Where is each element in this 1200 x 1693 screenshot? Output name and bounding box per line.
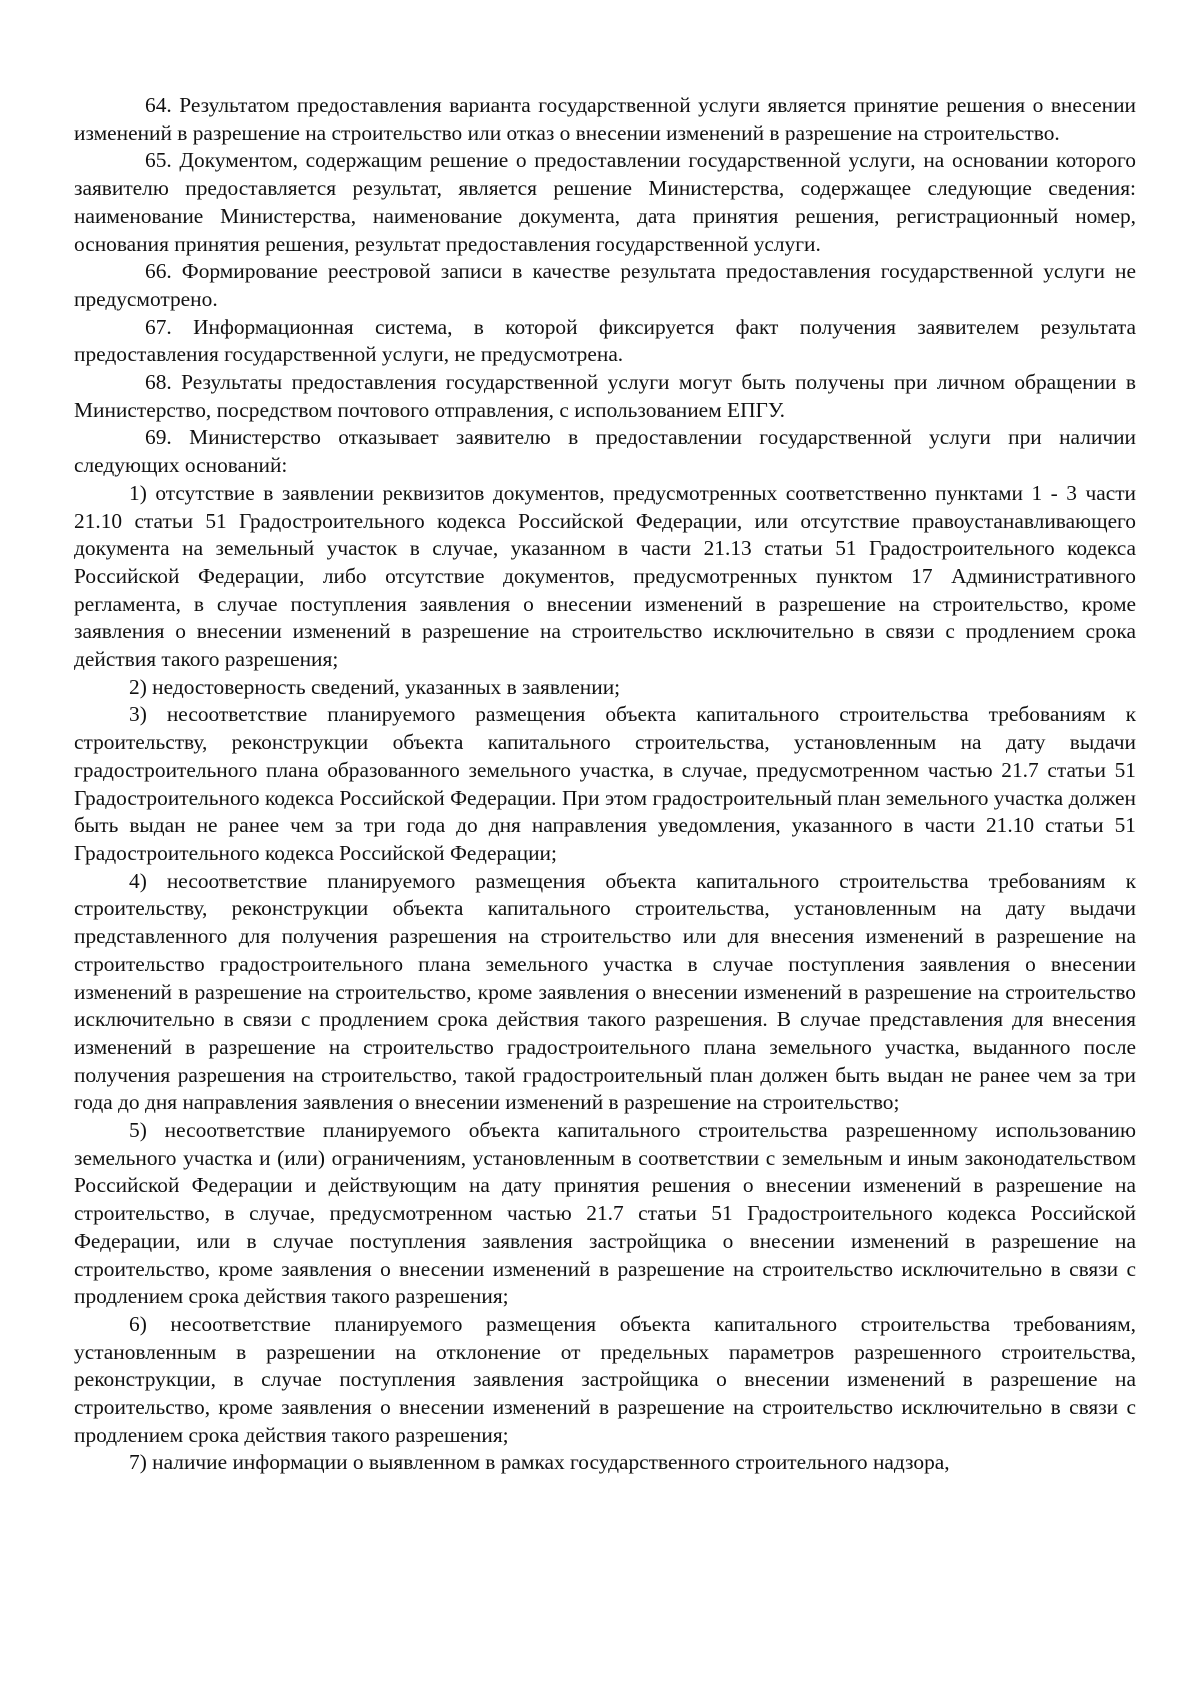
paragraph-66: 66. Формирование реестровой записи в качестве результата предоставления государственной услуги не предусмотрено. xyxy=(74,259,1136,311)
list-item-6: 6) несоответствие планируемого размещения объекта капитального строительства требованиям, установленным в разрешении на отклонение от предельных параметров разрешенного строительства, реконструкции, в случае поступления заявления застройщика о внесении изменений в разрешение на строительство, кроме заявления о внесении изменений в разрешение на строительство исключительно в связи с продлением срока действия такого разрешения; xyxy=(74,1311,1136,1447)
paragraph-68: 68. Результаты предоставления государственной услуги могут быть получены при личном обращении в Министерство, посредством почтового отправления, с использованием ЕПГУ. xyxy=(74,370,1136,422)
document-page xyxy=(74,92,1136,1477)
paragraph-64: 64. Результатом предоставления варианта государственной услуги является принятие решения о внесении изменений в разрешение на строительство или отказ о внесении изменений в разрешение на строительство. xyxy=(74,93,1136,145)
list-item-4: 4) несоответствие планируемого размещения объекта капитального строительства требованиям к строительству, реконструкции объекта капитального строительства, установленным на дату выдачи представленного для получения разрешения на строительство или для внесения изменений в разрешение на строительство градостроительного плана земельного участка в случае поступления заявления о внесении изменений в разрешение на строительство, кроме заявления о внесении изменений в разрешение на строительство исключительно в связи с продлением срока действия такого разрешения. В случае представления для внесения изменений в разрешение на строительство градостроительного плана земельного участка, выданного после получения разрешения на строительство, такой градостроительный план должен быть выдан не ранее чем за три года до дня направления заявления о внесении изменений в разрешение на строительство; xyxy=(74,868,1136,1115)
paragraph-65: 65. Документом, содержащим решение о предоставлении государственной услуги, на основании которого заявителю предоставляется результат, является решение Министерства, содержащее следующие сведения: наименование Министерства, наименование документа, дата принятия решения, регистрационный номер, основания принятия решения, результат предоставления государственной услуги. xyxy=(74,148,1136,256)
list-item-7: 7) наличие информации о выявленном в рамках государственного строительного надзора, xyxy=(129,1450,950,1475)
list-item-5: 5) несоответствие планируемого объекта капитального строительства разрешенному использованию земельного участка и (или) ограничениям, установленным в соответствии с земельным и иным законодательством Российской Федерации и действующим на дату принятия решения о внесении изменений в разрешение на строительство, в случае, предусмотренном частью 21.7 статьи 51 Градостроительного кодекса Российской Федерации, или в случае поступления заявления застройщика о внесении изменений в разрешение на строительство, кроме заявления о внесении изменений в разрешение на строительство исключительно в связи с продлением срока действия такого разрешения; xyxy=(74,1118,1136,1309)
list-item-3: 3) несоответствие планируемого размещения объекта капитального строительства требованиям к строительству, реконструкции объекта капитального строительства, установленным на дату выдачи градостроительного плана образованного земельного участка, в случае, предусмотренном частью 21.7 статьи 51 Градостроительного кодекса Российской Федерации. При этом градостроительный план земельного участка должен быть выдан не ранее чем за три года до дня направления уведомления, указанного в части 21.10 статьи 51 Градостроительного кодекса Российской Федерации; xyxy=(74,702,1136,865)
list-item-1: 1) отсутствие в заявлении реквизитов документов, предусмотренных соответственно пунктами 1 - 3 части 21.10 статьи 51 Градостроительного кодекса Российской Федерации, или отсутствие правоустанавливающего документа на земельный участок в случае, указанном в части 21.13 статьи 51 Градостроительного кодекса Российской Федерации, либо отсутствие документов, предусмотренных пунктом 17 Административного регламента, в случае поступления заявления о внесении изменений в разрешение на строительство, кроме заявления о внесении изменений в разрешение на строительство исключительно в связи с продлением срока действия такого разрешения; xyxy=(74,480,1136,672)
paragraph-69: 69. Министерство отказывает заявителю в предоставлении государственной услуги при наличии следующих оснований: xyxy=(74,425,1136,478)
list-item-2: 2) недостоверность сведений, указанных в заявлении; xyxy=(129,674,621,699)
paragraph-67: 67. Информационная система, в которой фиксируется факт получения заявителем результата предоставления государственной услуги, не предусмотрена. xyxy=(74,314,1136,367)
